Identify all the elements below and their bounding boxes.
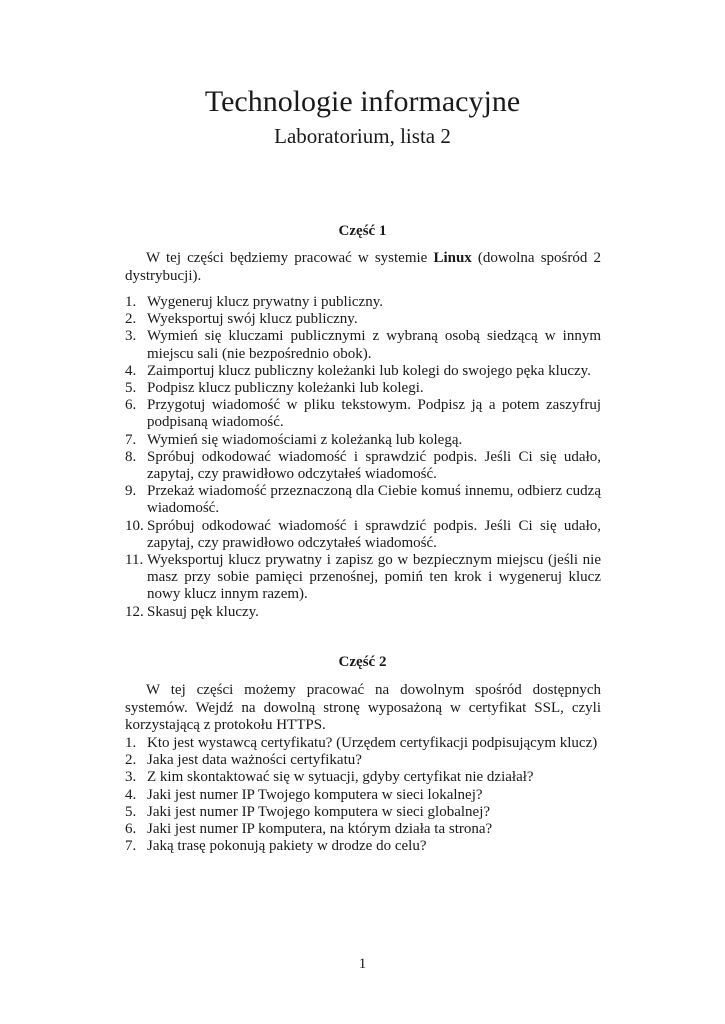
list-item-number: 7. bbox=[125, 838, 137, 855]
page-number: 1 bbox=[358, 956, 367, 972]
part1-intro-text-end: (dowolna spośród 2 dystrybucji). bbox=[125, 250, 601, 284]
list-item bbox=[125, 804, 601, 821]
list-item-text: Z kim skontaktować się w sytuacji, gdyby certyfikat nie działał? bbox=[147, 769, 534, 786]
list-item bbox=[125, 432, 601, 449]
list-item bbox=[125, 363, 601, 380]
list-item-number: 8. bbox=[125, 448, 137, 465]
list-item-text: Przekaż wiadomość przeznaczoną dla Ciebie komuś innemu, odbierz cudzą wiadomość. bbox=[147, 483, 601, 517]
list-item-text: Jaką trasę pokonują pakiety w drodze do celu? bbox=[147, 838, 427, 855]
list-item-text: Wygeneruj klucz prywatny i publiczny. bbox=[147, 294, 383, 310]
list-item-number: 10. bbox=[125, 517, 144, 534]
list-item-number: 4. bbox=[125, 786, 137, 803]
list-item-text: Spróbuj odkodować wiadomość i sprawdzić podpis. Jeśli Ci się udało, zapytaj, czy prawidłowo odczytałeś wiadomość. bbox=[147, 448, 601, 483]
list-item-text: Skasuj pęk kluczy. bbox=[147, 603, 259, 620]
list-item-number: 1. bbox=[125, 294, 137, 310]
list-item-number: 6. bbox=[125, 397, 137, 414]
list-item-text: Spróbuj odkodować wiadomość i sprawdzić podpis. Jeśli Ci się udało, zapytaj, czy prawidłowo odczytałeś wiadomość. bbox=[147, 517, 601, 551]
list-item-text: Jaka jest data ważności certyfikatu? bbox=[147, 752, 362, 769]
list-item bbox=[125, 735, 601, 752]
list-item-number: 5. bbox=[125, 380, 137, 397]
list-item bbox=[125, 787, 601, 804]
list-item-number: 3. bbox=[125, 328, 137, 345]
list-item-text: Wyeksportuj swój klucz publiczny. bbox=[147, 311, 358, 328]
list-item-number: 1. bbox=[125, 735, 137, 751]
list-item bbox=[125, 397, 601, 431]
list-item bbox=[125, 518, 601, 552]
list-item-number: 2. bbox=[125, 311, 137, 328]
page-title: Technologie informacyjne bbox=[204, 85, 521, 118]
list-item bbox=[125, 311, 601, 328]
list-item-number: 6. bbox=[125, 821, 137, 838]
list-item bbox=[125, 604, 601, 621]
list-item-text: Jaki jest numer IP komputera, na którym działa ta strona? bbox=[147, 821, 493, 838]
list-item bbox=[125, 449, 601, 483]
list-item bbox=[125, 838, 601, 855]
part1-intro bbox=[125, 250, 601, 285]
list-item-number: 5. bbox=[125, 803, 137, 820]
list-item-number: 12. bbox=[125, 603, 144, 620]
list-item-text: Jaki jest numer IP Twojego komputera w sieci globalnej? bbox=[147, 803, 491, 820]
list-item bbox=[125, 483, 601, 517]
page-subtitle: Laboratorium, lista 2 bbox=[274, 124, 451, 148]
list-item-text: Wyeksportuj klucz prywatny i zapisz go w bezpiecznym miejscu (jeśli nie masz przy sobie pamięci przenośnej, pomiń ten krok i wygeneruj klucz nowy klucz innym razem). bbox=[147, 552, 601, 603]
list-item-number: 4. bbox=[125, 362, 137, 379]
list-item-text: Podpisz klucz publiczny koleżanki lub kolegi. bbox=[147, 380, 424, 397]
part2-heading: Część 2 bbox=[338, 654, 387, 670]
list-item-text: Wymień się wiadomościami z koleżanką lub kolegą. bbox=[147, 431, 463, 448]
list-item-number: 7. bbox=[125, 431, 137, 448]
list-item bbox=[125, 380, 601, 397]
part1-heading: Część 1 bbox=[338, 223, 387, 239]
list-item bbox=[125, 769, 601, 786]
list-item bbox=[125, 328, 601, 362]
list-item-number: 2. bbox=[125, 752, 137, 769]
list-item bbox=[125, 294, 601, 311]
list-item-text: Przygotuj wiadomość w pliku tekstowym. Podpisz ją a potem zaszyfruj podpisaną wiadomość. bbox=[147, 397, 601, 431]
list-item-text: Jaki jest numer IP Twojego komputera w sieci lokalnej? bbox=[147, 786, 483, 803]
part1-intro-text: W tej części będziemy pracować w systemie bbox=[146, 250, 434, 266]
part1-task-list bbox=[125, 294, 601, 621]
list-item bbox=[125, 752, 601, 769]
list-item-text: Zaimportuj klucz publiczny koleżanki lub kolegi do swojego pęka kluczy. bbox=[147, 362, 591, 379]
list-item-number: 9. bbox=[125, 483, 137, 500]
list-item bbox=[125, 821, 601, 838]
list-item-number: 11. bbox=[125, 552, 144, 569]
part2-question-list bbox=[125, 735, 601, 855]
part1-intro-system: Linux bbox=[433, 250, 472, 266]
list-item-number: 3. bbox=[125, 769, 137, 786]
list-item bbox=[125, 552, 601, 604]
part2-intro: W tej części możemy pracować na dowolnym spośród dostępnych systemów. Wejdź na dowolną stronę wyposażoną w certyfikat SSL, czyli korzystającą z protokołu HTTPS. bbox=[125, 682, 601, 734]
list-item-text: Kto jest wystawcą certyfikatu? (Urzędem certyfikacji podpisującym klucz) bbox=[147, 735, 598, 751]
list-item-text: Wymień się kluczami publicznymi z wybraną osobą siedzącą w innym miejscu sali (nie bezpośrednio obok). bbox=[147, 328, 601, 362]
